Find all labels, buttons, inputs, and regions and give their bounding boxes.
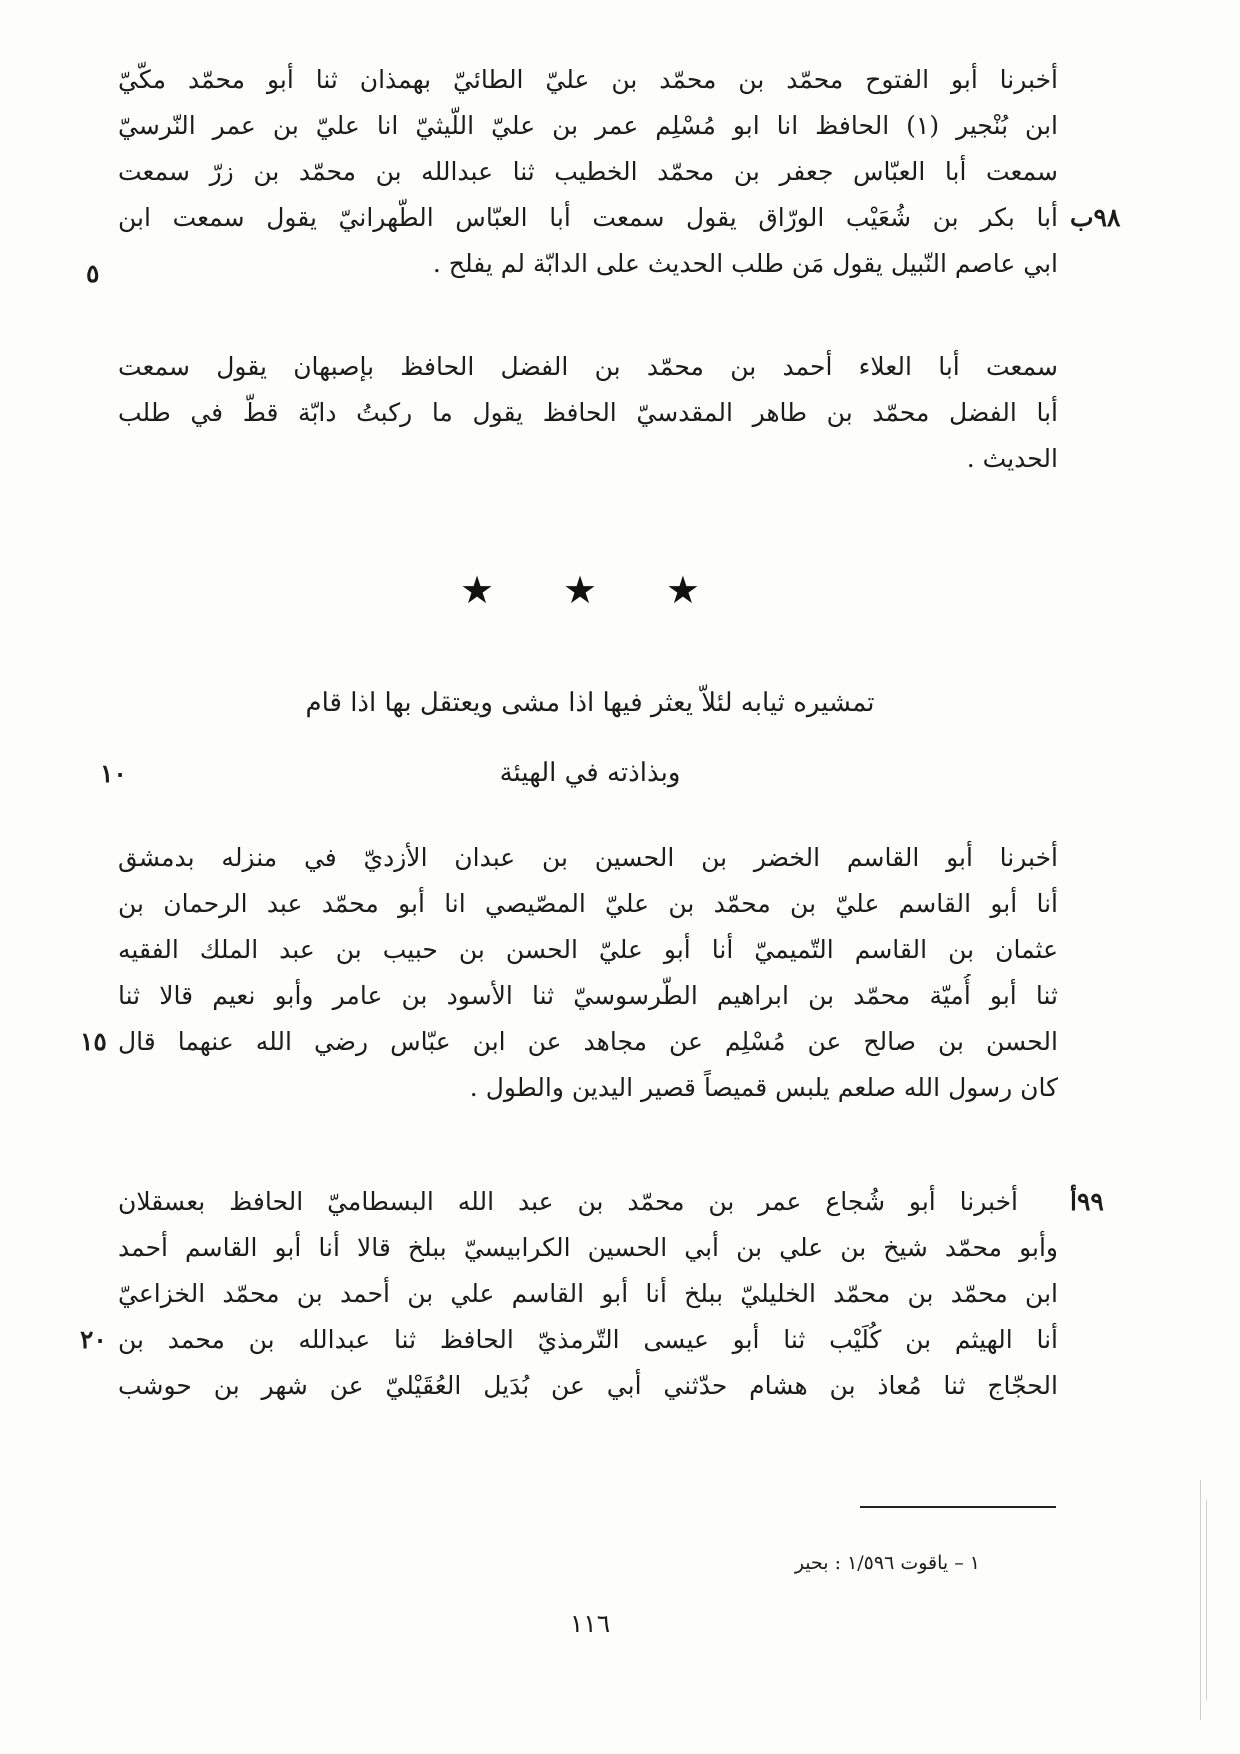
paragraph-2-line-3: الحديث . [966, 444, 1058, 473]
paragraph-3-line-2: أنا أبو القاسم عليّ بن محمّد بن عليّ المصّيصي انا أبو محمّد عبد الرحمان بن [118, 889, 1058, 918]
paragraph-3-line-5: الحسن بن صالح عن مُسْلِم عن مجاهد عن ابن عبّاس رضي الله عنهما قال [118, 1027, 1058, 1056]
paragraph-2-line-2: أبا الفضل محمّد بن طاهر المقدسيّ الحافظ يقول ما ركبتُ دابّة قطّ في طلب [118, 398, 1058, 427]
footnote-rule [860, 1506, 1056, 1508]
paragraph-4-line-3: ابن محمّد بن محمّد الخليليّ ببلخ أنا أبو القاسم علي بن أحمد بن محمّد الخزاعيّ [118, 1279, 1058, 1308]
paragraph-3-line-6: كان رسول الله صلعم يلبس قميصاً قصير اليدين والطول . [469, 1073, 1058, 1102]
folio-marker-98b: ٩٨ب [1070, 203, 1121, 232]
paragraph-4-line-4: أنا الهيثم بن كُلَيْب ثنا أبو عيسى التّرمذيّ الحافظ ثنا عبدالله بن محمد بن [118, 1325, 1058, 1354]
paragraph-1-line-3: سمعت أبا العبّاس جعفر بن محمّد الخطيب ثنا عبدالله بن محمّد بن زرّ سمعت [118, 157, 1058, 186]
line-number-10: ١٠ [100, 759, 127, 788]
paragraph-4-line-1: أخبرنا أبو شُجاع عمر بن محمّد بن عبد الله البسطاميّ الحافظ بعسقلان [118, 1187, 1018, 1216]
star-icon: ★ [562, 568, 598, 612]
paragraph-3-line-3: عثمان بن القاسم التّميميّ أنا أبو عليّ الحسن بن حبيب بن عبد الملك الفقيه [118, 935, 1058, 964]
footnote: ١ – ياقوت ١/٥٩٦ : بحير [794, 1552, 980, 1574]
paragraph-1-line-4: أبا بكر بن شُعَيْب الورّاق يقول سمعت أبا العبّاس الطّهرانيّ يقول سمعت ابن [118, 203, 1058, 232]
paragraph-1-line-2: ابن بُنْجير (١) الحافظ انا ابو مُسْلِم عمر بن عليّ اللّيثيّ انا عليّ بن عمر النّرسيّ [118, 111, 1058, 140]
section-title-line-1: تمشيره ثيابه لئلاّ يعثر فيها اذا مشى ويعتقل بها اذا قام [305, 688, 875, 718]
scan-edge-mark [1200, 1480, 1201, 1720]
section-title-line-2: وبذاذته في الهيئة [499, 758, 681, 788]
star-icon: ★ [665, 568, 700, 612]
paragraph-4-line-2: وأبو محمّد شيخ بن علي بن أبي الحسين الكرابيسيّ ببلخ قالا أنا أبو القاسم أحمد [118, 1233, 1058, 1262]
paragraph-4-line-5: الحجّاج ثنا مُعاذ بن هشام حدّثني أبي عن بُدَيل العُقَيْليّ عن شهر بن حوشب [118, 1371, 1058, 1400]
paragraph-3-line-4: ثنا أبو أُميّة محمّد بن ابراهيم الطّرسوسيّ ثنا الأسود بن عامر وأبو نعيم قالا ثنا [118, 981, 1058, 1010]
folio-marker-99a: ٩٩أ [1070, 1187, 1104, 1216]
star-icon: ★ [460, 568, 495, 612]
paragraph-3-line-1: أخبرنا أبو القاسم الخضر بن الحسين بن عبدان الأزديّ في منزله بدمشق [118, 843, 1058, 872]
scan-edge-mark [1206, 1500, 1207, 1700]
paragraph-1-line-5: ابي عاصم النّبيل يقول مَن طلب الحديث على الدابّة لم يفلح . [432, 249, 1058, 278]
line-number-15: ١٥ [80, 1027, 107, 1056]
paragraph-2-line-1: سمعت أبا العلاء أحمد بن محمّد بن الفضل الحافظ بإصبهان يقول سمعت [118, 352, 1058, 381]
line-number-20: ٢٠ [80, 1325, 107, 1354]
page-number: ١١٦ [569, 1609, 611, 1638]
paragraph-1-line-1: أخبرنا أبو الفتوح محمّد بن محمّد بن عليّ الطائيّ بهمذان ثنا أبو محمّد مكّيّ [118, 65, 1058, 94]
line-number-5: ٥ [86, 259, 100, 288]
star-separator [460, 565, 700, 615]
